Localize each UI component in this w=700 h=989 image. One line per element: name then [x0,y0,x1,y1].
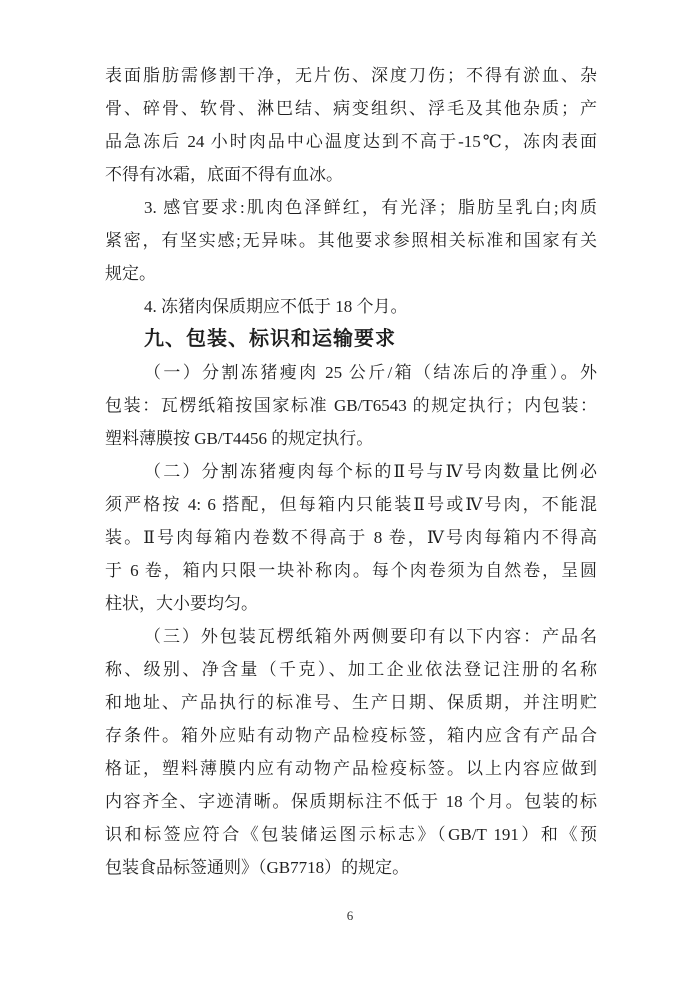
document-content [105,59,597,884]
text-line: （二）分割冻猪瘦肉每个标的Ⅱ号与Ⅳ号肉数量比例必 [144,462,597,481]
text-line: （一）分割冻猪瘦肉 25 公斤/箱（结冻后的净重）。外 [144,363,597,382]
text-line: 存条件。箱外应贴有动物产品检疫标签，箱内应含有产品合 [105,726,597,745]
text-line: 格证，塑料薄膜内应有动物产品检疫标签。以上内容应做到 [105,759,597,778]
text-line: 不得有冰霜，底面不得有血冰。 [105,165,343,184]
paragraph [105,290,597,323]
text-line: 骨、碎骨、软骨、淋巴结、病变组织、浮毛及其他杂质；产 [105,99,597,118]
text-line: （三）外包装瓦楞纸箱外两侧要印有以下内容：产品名 [144,627,597,646]
text-line: 包装食品标签通则》（GB7718）的规定。 [105,858,410,877]
text-line: 品急冻后 24 小时肉品中心温度达到不高于-15℃，冻肉表面 [105,132,597,151]
paragraph [105,356,597,455]
text-line: 塑料薄膜按 GB/T4456 的规定执行。 [105,429,374,448]
paragraph [105,191,597,290]
text-line: 表面脂肪需修割干净，无片伤、深度刀伤；不得有淤血、杂 [105,66,597,85]
paragraph [105,620,597,884]
text-line: 识和标签应符合《包装储运图示标志》（GB/T 191）和《预 [105,825,597,844]
text-line: 和地址、产品执行的标准号、生产日期、保质期，并注明贮 [105,693,597,712]
heading-line: 九、包装、标识和运输要求 [144,328,396,350]
text-line: 须严格按 4: 6 搭配，但每箱内只能装Ⅱ号或Ⅳ号肉，不能混 [105,495,597,514]
text-line: 于 6 卷，箱内只限一块补称肉。每个肉卷须为自然卷，呈圆 [105,561,597,580]
paragraph [105,59,597,191]
text-line: 装。Ⅱ号肉每箱内卷数不得高于 8 卷，Ⅳ号肉每箱内不得高 [105,528,597,547]
text-line: 规定。 [105,264,156,283]
page-number: 6 [346,908,354,923]
text-line: 柱状，大小要均匀。 [105,594,258,613]
text-line: 包装：瓦楞纸箱按国家标准 GB/T6543 的规定执行；内包装： [105,396,597,415]
text-line: 3. 感官要求:肌肉色泽鲜红，有光泽；脂肪呈乳白;肉质 [144,198,597,217]
text-line: 内容齐全、字迹清晰。保质期标注不低于 18 个月。包装的标 [105,792,597,811]
section-heading [105,323,597,356]
text-line: 紧密，有坚实感;无异味。其他要求参照相关标准和国家有关 [105,231,597,250]
text-line: 4. 冻猪肉保质期应不低于 18 个月。 [144,297,408,316]
paragraph [105,455,597,620]
text-line: 称、级别、净含量（千克）、加工企业依法登记注册的名称 [105,660,597,679]
